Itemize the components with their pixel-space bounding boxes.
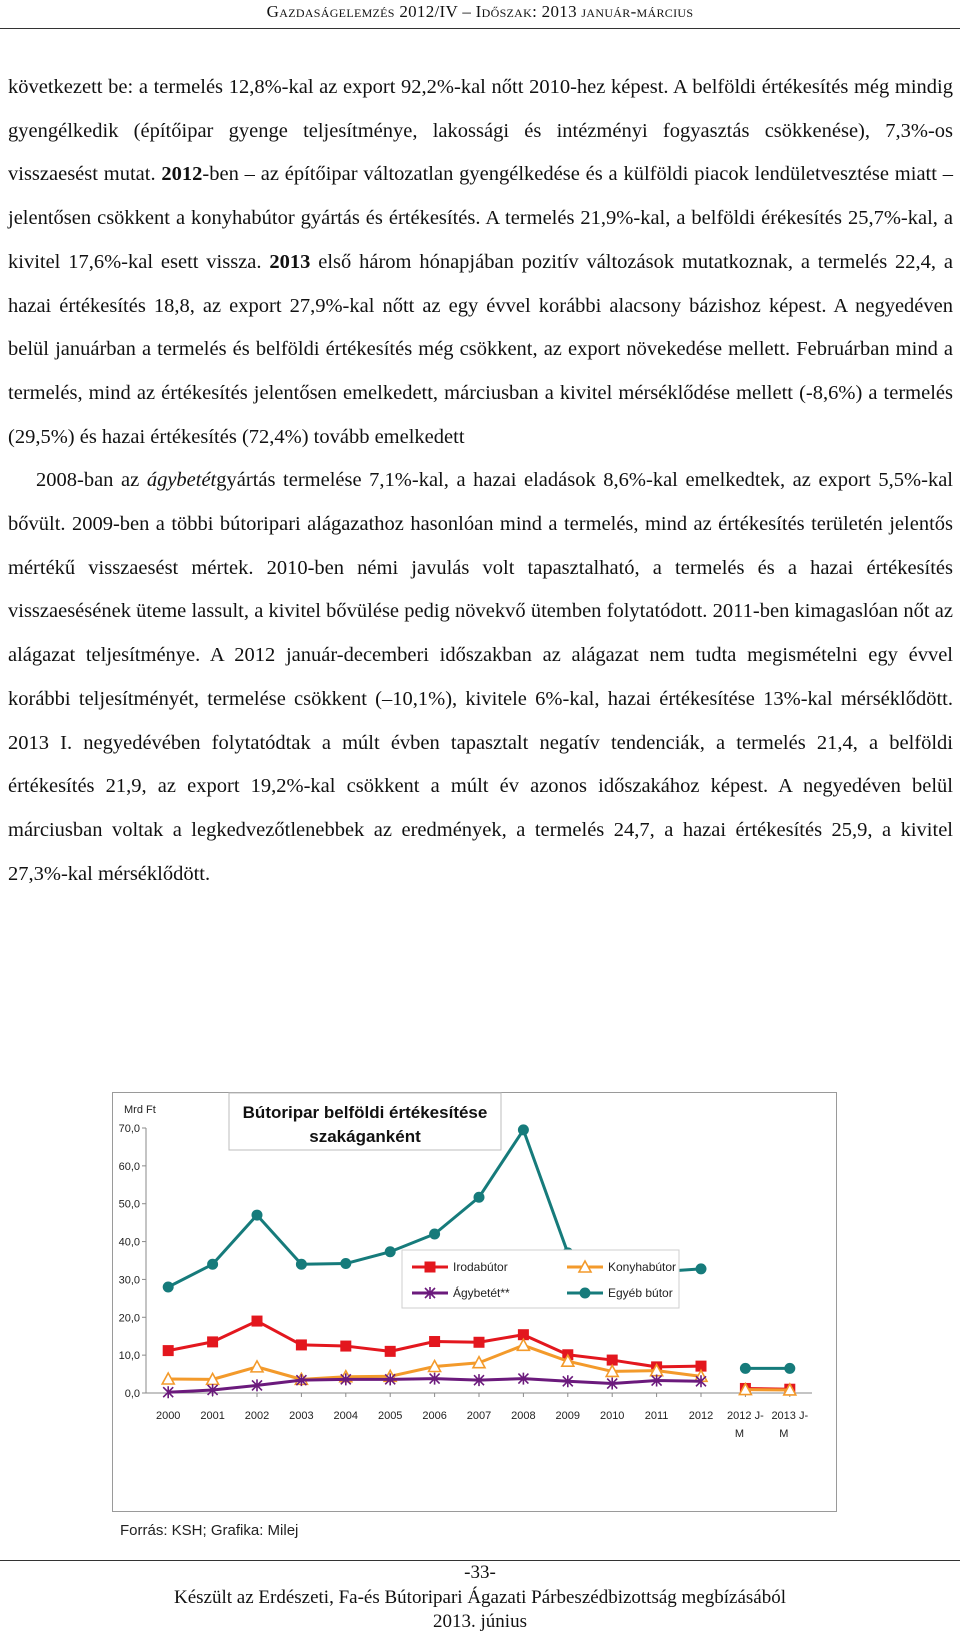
footer-date-line: 2013. június xyxy=(433,1611,527,1632)
y-tick-label: 10,0 xyxy=(118,1350,140,1363)
data-point-egyéb-bútor xyxy=(385,1247,395,1257)
footer-commission-line: Készült az Erdészeti, Fa-és Bútoripari Ágazati Párbeszédbizottság megbízásából xyxy=(174,1587,786,1608)
paragraph-1-part-1: következett be: a termelés 12,8%-kal az export 92,2%-kal nőtt 2010-hez képest. A belföldi értékesítés még mindig gyengélkedik (építőipar gyenge teljesítménye, lakossági és intézményi fogyasztás csökkenése), 7,3%-os visszaesést mutat. xyxy=(8,76,953,186)
footer-rule xyxy=(0,1560,960,1561)
chart-source: Forrás: KSH; Grafika: Milej xyxy=(120,1522,299,1539)
body-text xyxy=(8,66,953,896)
italic-term: ágybetét xyxy=(146,469,217,492)
y-tick-label: 40,0 xyxy=(118,1236,140,1249)
bold-year-2012: 2012 xyxy=(161,163,203,186)
running-header xyxy=(0,0,960,29)
y-tick-label: 0,0 xyxy=(124,1388,140,1400)
paragraph-1 xyxy=(8,66,953,459)
data-point-egyéb-bútor xyxy=(341,1259,351,1269)
data-point-irodabútor xyxy=(341,1341,351,1351)
legend-marker-irodabútor xyxy=(425,1262,435,1272)
paragraph-1-part-2: -ben – az építőipar változatlan gyengélkedése és a külföldi piacok lendületvesztése miatt – jelentősen csökkent a konyhabútor gyártás és értékesítés. A termelés 21,9%-kal, a belföldi érékesítés 25,7%-kal, a kivitel 17,6%-kal esett vissza. xyxy=(8,163,953,273)
x-tick-label: 2012 xyxy=(688,1410,714,1422)
paragraph-1-part-3: első három hónapjában pozitív változások mutatkoznak, a termelés 22,4, a hazai értékesítés 18,8, az export 27,9%-kal nőtt az egy évvel korábbi alacsony bázishoz képest. A negyedéven belül januárban a termelés és belföldi értékesítés még csökkent, az export növekedése mellett. Februárban mind a termelés, mind az értékesítés jelentősen emelkedett, márciusban a kivitel mérséklődése mellett (-8,6%) a termelés (29,5%) és hazai értékesítés (72,4%) tovább emelkedett xyxy=(8,250,953,448)
data-point-irodabútor xyxy=(208,1337,218,1347)
x-tick-label: 2006 xyxy=(422,1410,447,1422)
data-point-egyéb-bútor xyxy=(208,1259,218,1269)
y-tick-label: 70,0 xyxy=(118,1123,140,1135)
running-header-title: Gazdaságelemzés 2012/IV – Időszak: 2013 január-március xyxy=(266,2,694,21)
paragraph-2-part-2: gyártás termelése 7,1%-kal, a hazai eladások 8,6%-kal emelkedtek, az export 5,5%-kal bővült. 2009-ben a többi bútoripari alágazathoz hasonlóan mind a termelés, mind az értékesítés területén jelentős mértékű visszaesést mértek. 2010-ben némi javulás volt tapasztalható, a termelés és a hazai értékesítés visszaesésének üteme lassult, a kivitel bővülése pedig növekvő ütemben folytatódott. 2011-ben kimagaslóan nőt az alágazat teljesítménye. A 2012 január-decemberi időszakban az alágazat nem tudta megismételni egy évvel korábbi teljesítményét, termelése csökkent (–10,1%), kivitele 6%-kal, hazai értékesítése 13%-kal mérséklődött. 2013 I. negyedévében folytatódtak a múlt évben tapasztalt negatív tendenciák, a termelés 21,4, a belföldi értékesítés 21,9, az export 19,2%-kal csökkent a múlt év azonos időszakához képest. A negyedéven belül márciusban voltak a legkedvezőtlenebbek az eredmények, a termelés 24,7, a hazai értékesítés 25,9, a kivitel 27,3%-kal mérséklődött. xyxy=(8,469,953,885)
data-point-irodabútor xyxy=(474,1337,484,1347)
paragraph-2 xyxy=(8,459,953,896)
x-tick-label: 2000 xyxy=(155,1410,181,1422)
y-tick-label: 60,0 xyxy=(118,1160,140,1173)
x-tick-label: 2007 xyxy=(466,1410,492,1422)
data-point-egyéb-bútor xyxy=(785,1363,795,1373)
paragraph-2-part-1: 2008-ban az xyxy=(36,469,147,492)
legend-label-irodabútor: Irodabútor xyxy=(453,1260,508,1274)
y-tick-label: 50,0 xyxy=(118,1198,140,1211)
x-tick-label: 2012 J- xyxy=(727,1410,764,1422)
legend-label-ágybetét: Ágybetét** xyxy=(453,1286,510,1300)
data-point-egyéb-bútor xyxy=(296,1259,306,1269)
data-point-irodabútor xyxy=(607,1355,617,1365)
data-point-egyéb-bútor xyxy=(474,1192,484,1202)
x-tick-label: 2011 xyxy=(644,1410,669,1422)
legend-label-egyéb-bútor: Egyéb bútor xyxy=(608,1286,673,1300)
data-point-egyéb-bútor xyxy=(252,1210,262,1220)
legend-marker-egyéb-bútor xyxy=(580,1288,590,1298)
data-point-egyéb-bútor xyxy=(518,1125,528,1135)
chart-container xyxy=(112,1092,837,1512)
data-point-irodabútor xyxy=(385,1346,395,1356)
chart-title-line-1: Bútoripar belföldi értékesítése xyxy=(242,1103,488,1122)
data-point-irodabútor xyxy=(430,1337,440,1347)
line-chart xyxy=(112,1092,837,1512)
y-tick-label: 20,0 xyxy=(118,1312,140,1325)
chart-title-line-2: szakáganként xyxy=(309,1127,421,1146)
data-point-irodabútor xyxy=(296,1340,306,1350)
x-tick-label: 2009 xyxy=(555,1410,581,1422)
x-tick-label-continuation: M xyxy=(779,1428,789,1440)
bold-year-2013: 2013 xyxy=(269,250,311,273)
y-tick-label: 30,0 xyxy=(118,1274,140,1287)
x-tick-label: 2013 J- xyxy=(771,1410,809,1422)
x-tick-label: 2005 xyxy=(377,1410,403,1422)
data-point-egyéb-bútor xyxy=(430,1229,440,1239)
data-point-egyéb-bútor xyxy=(696,1264,706,1274)
x-tick-label: 2002 xyxy=(244,1410,270,1422)
x-tick-label: 2003 xyxy=(289,1410,314,1422)
y-unit-label: Mrd Ft xyxy=(124,1104,156,1116)
data-point-egyéb-bútor xyxy=(163,1282,173,1292)
x-tick-label: 2001 xyxy=(200,1410,225,1422)
x-tick-label: 2010 xyxy=(599,1410,625,1422)
x-tick-label-continuation: M xyxy=(734,1428,744,1440)
data-point-egyéb-bútor xyxy=(740,1363,750,1373)
x-tick-label: 2008 xyxy=(511,1410,536,1422)
data-point-irodabútor xyxy=(252,1316,262,1326)
page-number: -33- xyxy=(464,1562,496,1583)
data-point-irodabútor xyxy=(163,1346,173,1356)
x-tick-label: 2004 xyxy=(333,1410,359,1422)
legend-label-konyhabútor: Konyhabútor xyxy=(608,1260,677,1274)
